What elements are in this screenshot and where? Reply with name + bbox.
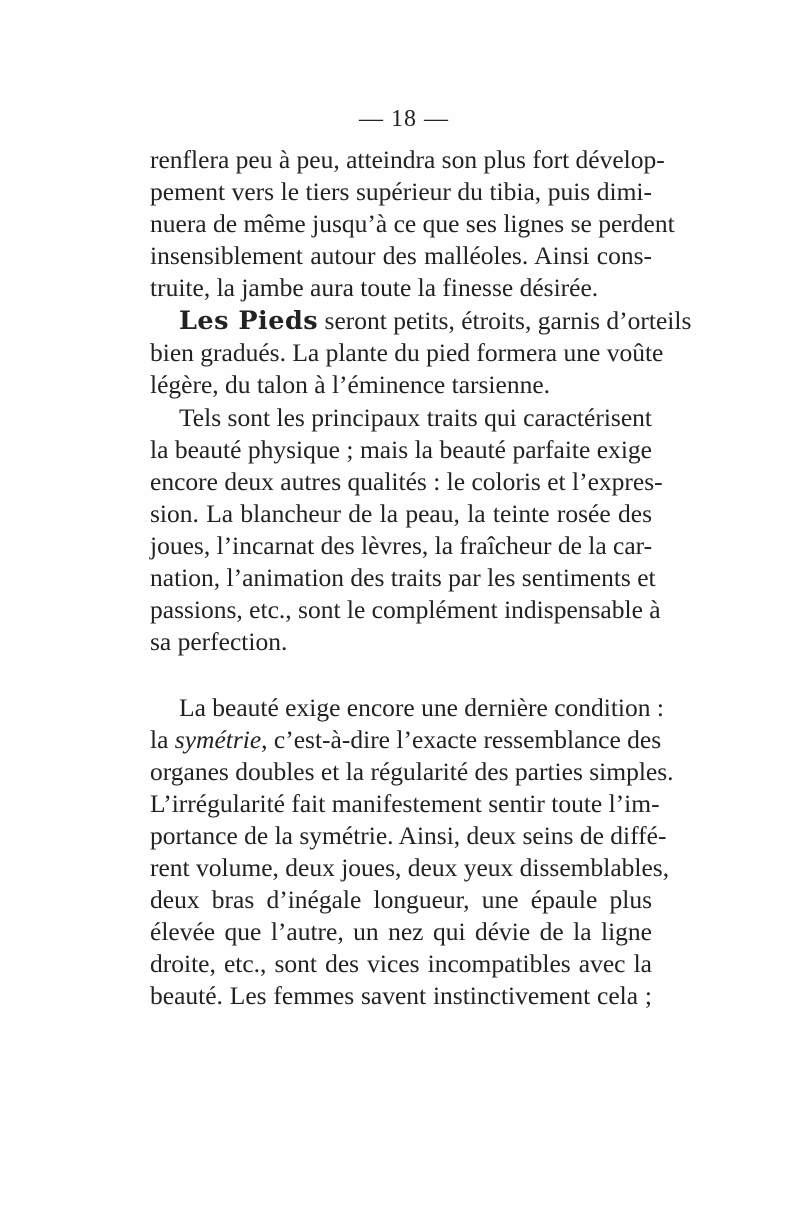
text-span: , c’est-à-dire l’exacte ressemblance des <box>261 725 662 754</box>
text-line: nation, l’animation des traits par les sentiments et <box>150 563 656 592</box>
text-line: droite, etc., sont des vices incompatibles avec la <box>150 949 652 978</box>
text-span: seront petits, étroits, garnis d’orteils <box>318 306 692 335</box>
page-number: — 18 — <box>359 106 449 132</box>
text-line: encore deux autres qualités : le coloris et l’expres- <box>150 467 663 496</box>
text-line: la beauté physique ; mais la beauté parfaite exige <box>150 435 652 464</box>
text-line: légère, du talon à l’éminence tarsienne. <box>150 370 551 399</box>
text-line: pement vers le tiers supérieur du tibia, puis dimi- <box>150 177 652 206</box>
text-line: rent volume, deux joues, deux yeux dissemblables, <box>150 853 670 882</box>
text-line: beauté. Les femmes savent instinctivement cela ; <box>150 981 652 1010</box>
emphasized-term: symétrie <box>174 725 262 754</box>
text-line: L’irrégularité fait manifestement sentir toute l’im- <box>150 789 660 818</box>
text-line: nuera de même jusqu’à ce que ses lignes se perdent <box>150 209 675 238</box>
text-line: portance de la symétrie. Ainsi, deux seins de diffé- <box>150 821 667 850</box>
section-first-line <box>179 305 692 337</box>
text-line-with-emphasis <box>150 724 662 756</box>
text-line: deux bras d’inégale longueur, une épaule plus <box>150 885 652 914</box>
text-line: passions, etc., sont le complément indispensable à <box>150 595 661 624</box>
text-line: élevée que l’autre, un nez qui dévie de la ligne <box>150 917 652 946</box>
text-line: sa perfection. <box>150 627 288 656</box>
text-line: La beauté exige encore une dernière condition : <box>179 693 664 722</box>
section-heading: Les Pieds <box>179 306 319 336</box>
text-span: la <box>150 725 175 754</box>
text-line: bien gradués. La plante du pied formera une voûte <box>150 338 664 367</box>
text-line: renflera peu à peu, atteindra son plus fort dévelop- <box>150 145 665 174</box>
text-line: organes doubles et la régularité des parties simples. <box>150 757 674 786</box>
text-line: joues, l’incarnat des lèvres, la fraîcheur de la car- <box>150 531 653 560</box>
text-line: insensiblement autour des malléoles. Ainsi cons- <box>150 241 652 270</box>
text-line: truite, la jambe aura toute la finesse désirée. <box>150 273 599 302</box>
text-line: Tels sont les principaux traits qui caractérisent <box>179 403 652 432</box>
text-line: sion. La blancheur de la peau, la teinte rosée des <box>150 499 652 528</box>
